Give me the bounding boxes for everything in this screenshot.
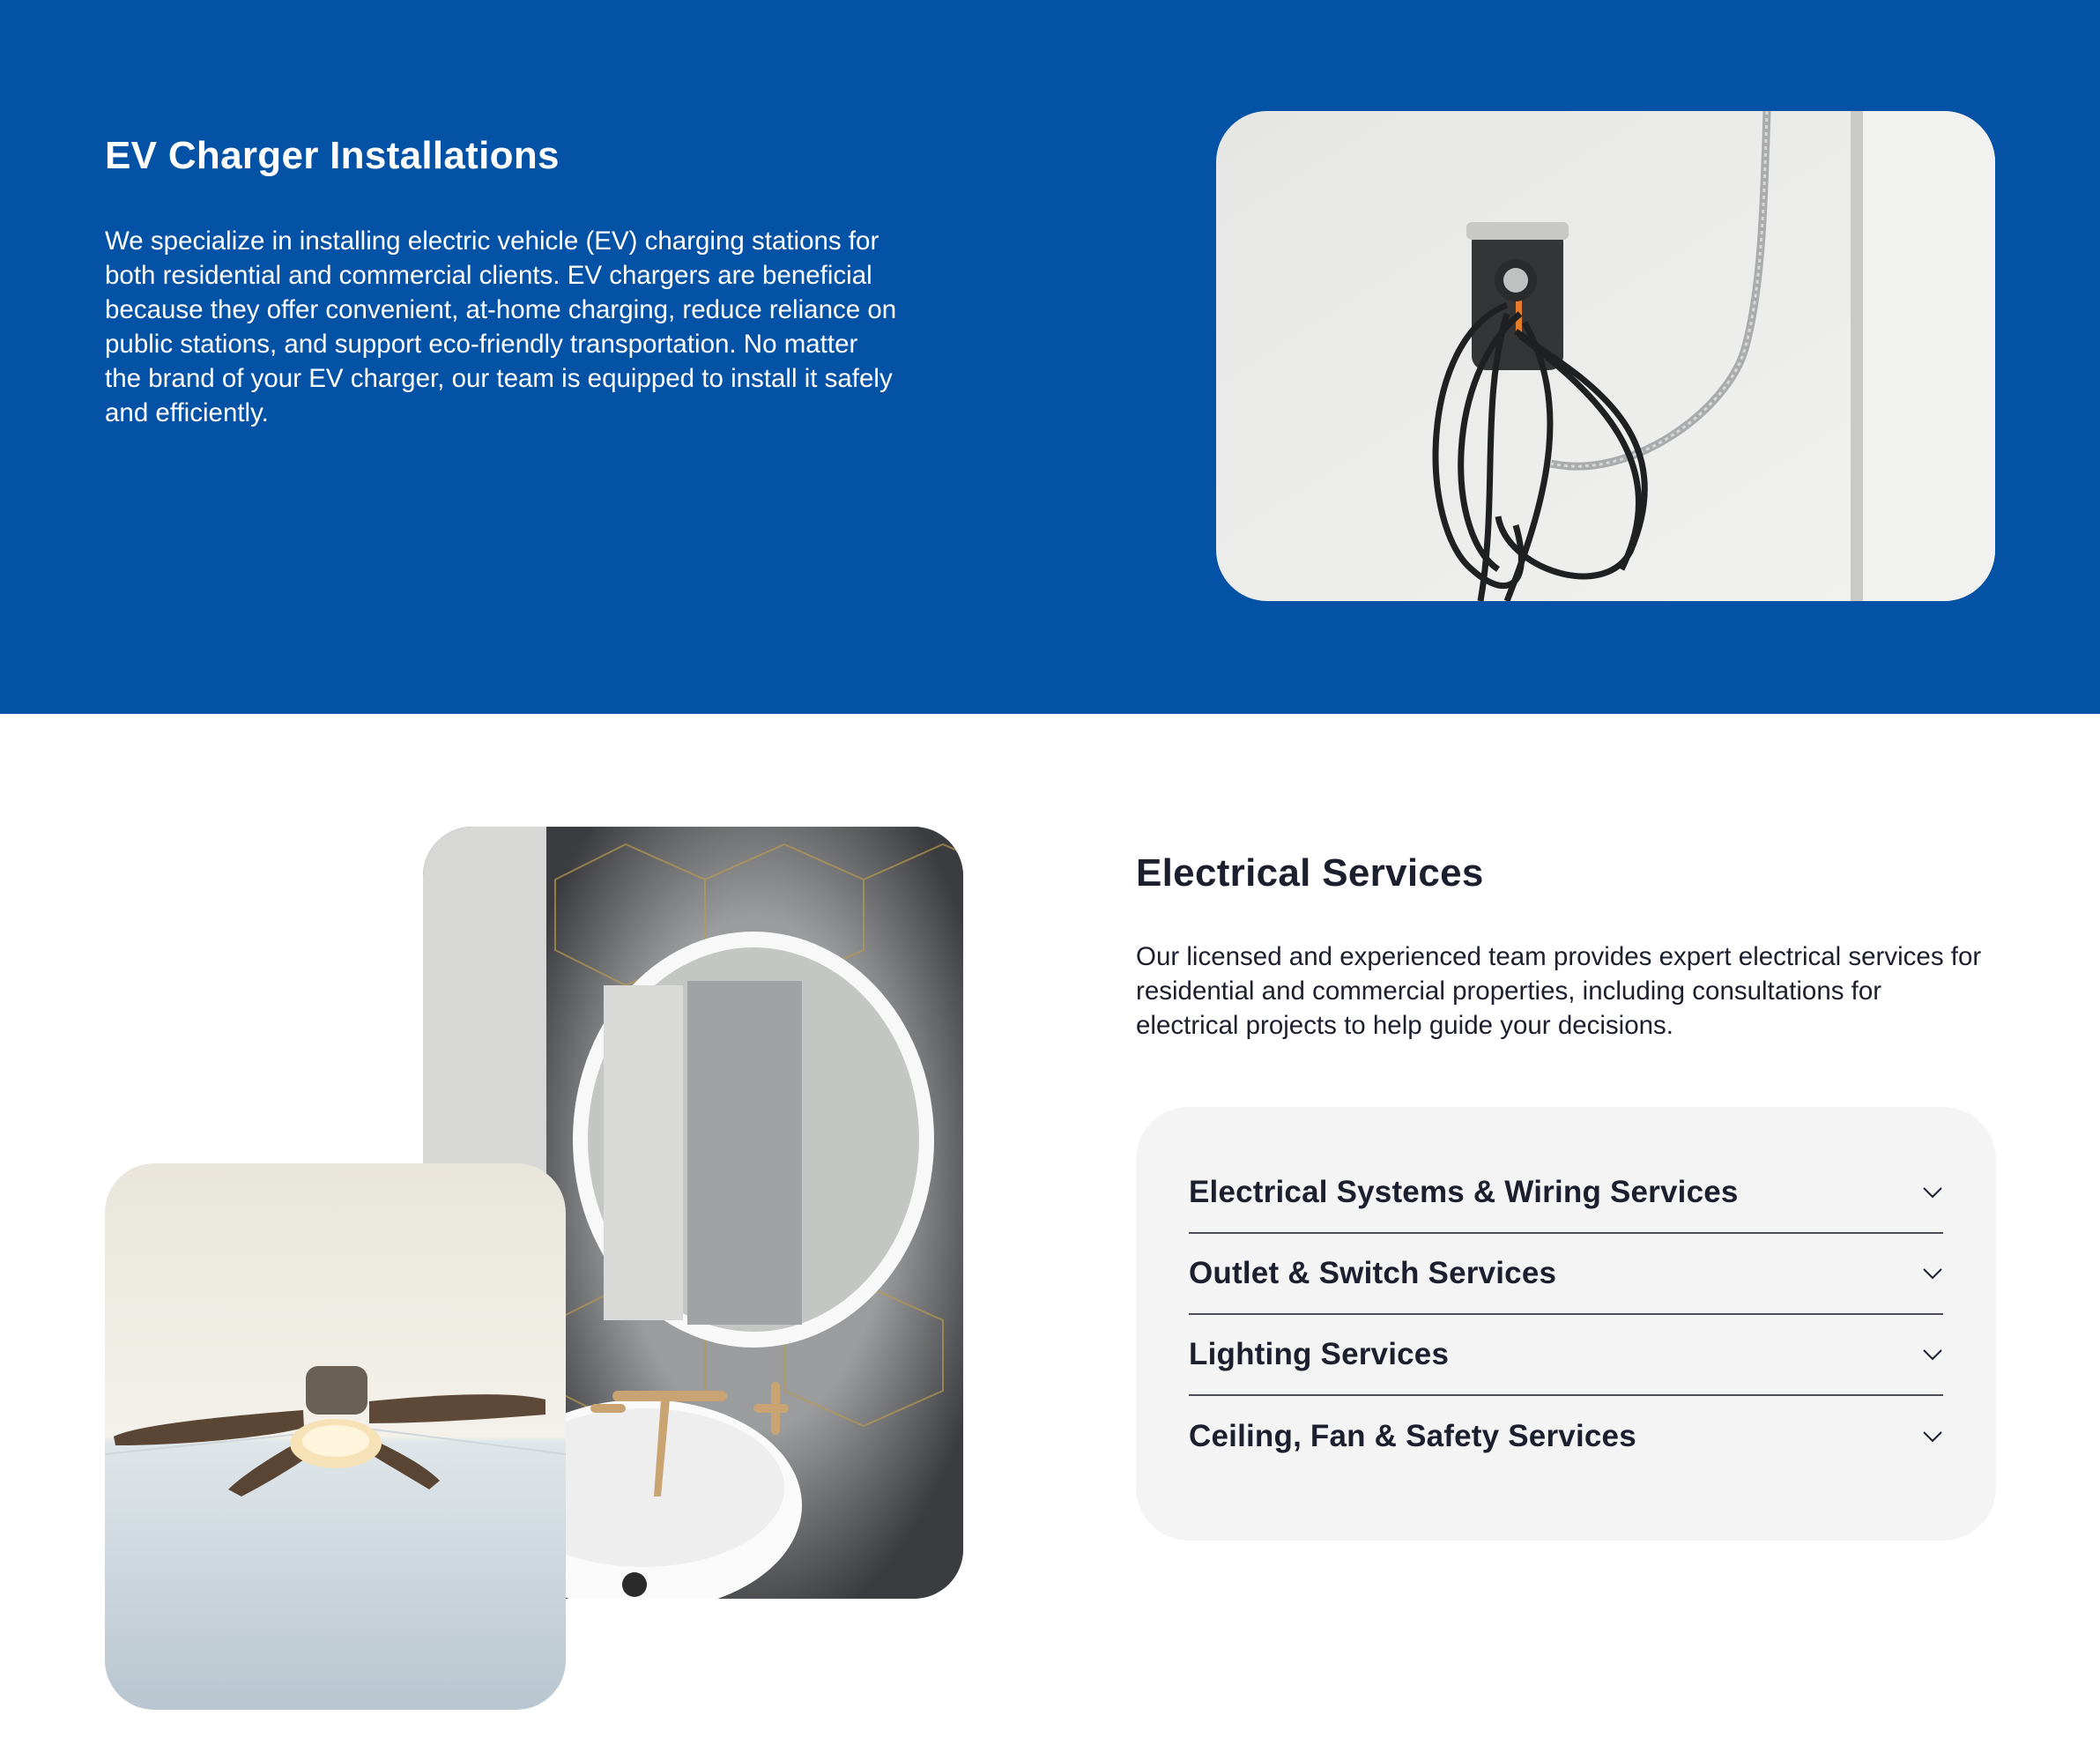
chevron-down-icon[interactable] [1922, 1430, 1943, 1443]
accordion-item-lighting[interactable] [1189, 1315, 1943, 1396]
accordion-item-electrical-systems[interactable] [1189, 1153, 1943, 1234]
accordion-item-outlet-switch[interactable] [1189, 1234, 1943, 1315]
accordion-item-label: Electrical Systems & Wiring Services [1189, 1175, 1739, 1209]
ev-section-description: We specialize in installing electric vehicle (EV) charging stations for both residential and commercial clients. EV chargers are beneficial because they offer convenient, at-home charging, reduce reliance on public stations, and support eco-friendly transportation. No matter the brand of your EV charger, our team is equipped to install it safely and efficiently. [105, 226, 897, 427]
chevron-down-icon[interactable] [1922, 1267, 1943, 1280]
ev-charger-section [0, 0, 2100, 714]
chevron-down-icon[interactable] [1922, 1348, 1943, 1361]
accordion-item-label: Outlet & Switch Services [1189, 1256, 1557, 1290]
accordion-item-ceiling-fan-safety[interactable] [1189, 1396, 1943, 1477]
electrical-section-title: Electrical Services [1136, 851, 1484, 895]
ev-section-title: EV Charger Installations [105, 134, 560, 177]
electrical-section-description: Our licensed and experienced team provides expert electrical services for residential and commercial properties, including consultations for electrical projects to help guide your decisions. [1136, 942, 1982, 1040]
ev-charger-photo [1216, 111, 1995, 601]
services-accordion [1136, 1107, 1996, 1541]
ceiling-fan-photo [105, 1163, 566, 1710]
accordion-item-label: Ceiling, Fan & Safety Services [1189, 1419, 1636, 1453]
accordion-item-label: Lighting Services [1189, 1337, 1450, 1371]
chevron-down-icon[interactable] [1922, 1186, 1943, 1199]
